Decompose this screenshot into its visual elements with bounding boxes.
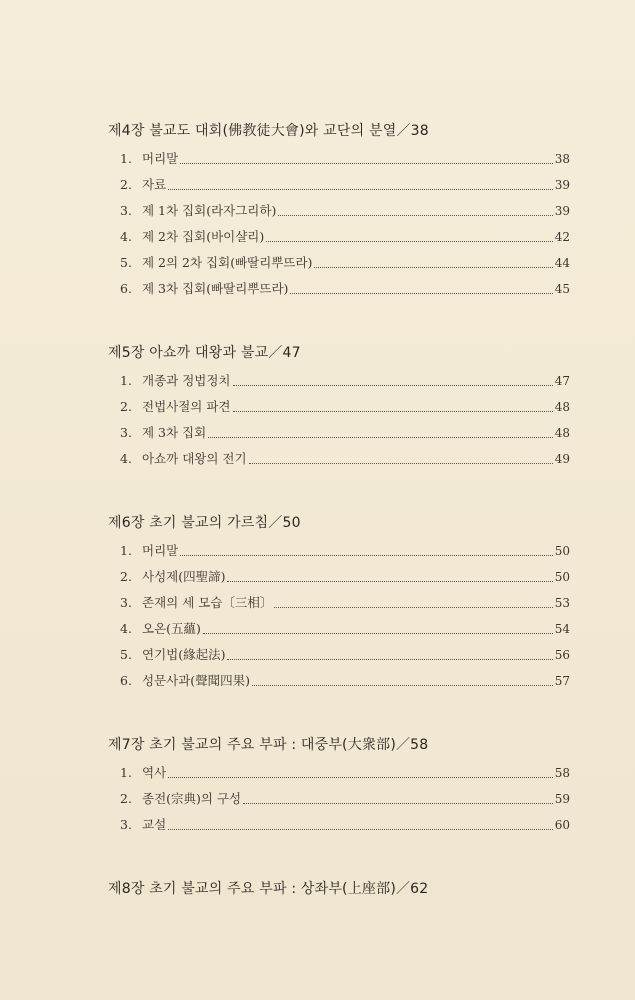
entry-number: 6. [120,673,132,688]
entry-title: 오온(五蘊) [142,621,201,636]
entry-number: 1. [120,543,132,558]
entry-page: 53 [554,596,570,610]
entry-page: 45 [554,282,570,296]
entry-number: 2. [120,399,132,414]
dot-leader [233,385,553,386]
chapter-title: 제7장 초기 불교의 주요 부파 : 대중부(大衆部)／58 [108,737,429,753]
entry-title: 제 2의 2차 집회(빠딸리뿌뜨라) [142,255,313,270]
entry-page: 48 [554,426,570,440]
chapter-8 [108,874,570,904]
entry-page: 47 [554,374,570,388]
chapter-title: 제8장 초기 불교의 주요 부파 : 상좌부(上座部)／62 [108,881,429,897]
entry-title: 역사 [142,765,167,780]
dot-leader [266,241,552,242]
entry-number: 2. [120,177,132,192]
dot-leader [249,463,553,464]
entry-title: 머리말 [142,151,179,166]
dot-leader [180,555,552,556]
entry-title: 사성제(四聖諦) [142,569,226,584]
entry-page: 57 [554,674,570,688]
entry-title: 자료 [142,177,167,192]
dot-leader [227,581,552,582]
dot-leader [203,633,553,634]
toc-entry [108,668,570,694]
dot-leader [168,777,553,778]
entry-number: 2. [120,569,132,584]
entry-number: 6. [120,281,132,296]
entry-title: 교설 [142,817,167,832]
entry-number: 4. [120,229,132,244]
chapter-5 [108,338,570,472]
entry-page: 56 [554,648,570,662]
entry-title: 종전(宗典)의 구성 [142,791,242,806]
dot-leader [278,215,552,216]
toc-entry [108,786,570,812]
toc-entry [108,276,570,302]
entry-number: 3. [120,817,132,832]
dot-leader [243,803,553,804]
entry-number: 1. [120,151,132,166]
entry-page: 39 [554,204,570,218]
toc-entry [108,564,570,590]
table-of-contents [108,116,570,904]
entry-page: 49 [554,452,570,466]
chapter-7 [108,730,570,838]
dot-leader [314,267,552,268]
dot-leader [168,189,553,190]
entry-page: 42 [554,230,570,244]
chapter-title: 제6장 초기 불교의 가르침／50 [108,515,301,531]
entry-page: 54 [554,622,570,636]
entry-title: 개종과 정법정치 [142,373,231,388]
toc-entry [108,616,570,642]
dot-leader [168,829,553,830]
entry-title: 전법사절의 파견 [142,399,231,414]
toc-entry [108,760,570,786]
entry-page: 44 [554,256,570,270]
entry-title: 제 1차 집회(라자그리하) [142,203,277,218]
entry-page: 50 [554,544,570,558]
entry-number: 1. [120,373,132,388]
entry-number: 3. [120,595,132,610]
toc-entry [108,172,570,198]
toc-entry [108,224,570,250]
toc-entry [108,250,570,276]
entry-page: 38 [554,152,570,166]
toc-entry [108,538,570,564]
entry-number: 2. [120,791,132,806]
chapter-title: 제4장 불교도 대회(佛教徒大會)와 교단의 분열／38 [108,123,429,139]
entry-page: 60 [554,818,570,832]
entry-number: 1. [120,765,132,780]
entry-title: 연기법(緣起法) [142,647,226,662]
entry-number: 5. [120,647,132,662]
entry-number: 5. [120,255,132,270]
dot-leader [227,659,552,660]
toc-entry [108,146,570,172]
entry-title: 성문사과(聲聞四果) [142,673,251,688]
entry-page: 58 [554,766,570,780]
chapter-6 [108,508,570,694]
entry-number: 3. [120,203,132,218]
entry-title: 존재의 세 모습〔三相〕 [142,595,273,610]
toc-entry [108,446,570,472]
chapter-title: 제5장 아쇼까 대왕과 불교／47 [108,345,301,361]
entry-number: 4. [120,451,132,466]
entry-page: 48 [554,400,570,414]
entry-title: 아쇼까 대왕의 전기 [142,451,247,466]
entry-number: 4. [120,621,132,636]
toc-entry [108,420,570,446]
entry-number: 3. [120,425,132,440]
dot-leader [290,293,552,294]
entry-title: 머리말 [142,543,179,558]
entry-page: 39 [554,178,570,192]
entry-page: 59 [554,792,570,806]
dot-leader [208,437,553,438]
dot-leader [274,607,552,608]
entry-title: 제 3차 집회(빠딸리뿌뜨라) [142,281,289,296]
toc-entry [108,394,570,420]
dot-leader [233,411,553,412]
entry-page: 50 [554,570,570,584]
dot-leader [180,163,552,164]
entry-title: 제 2차 집회(바이샬리) [142,229,265,244]
toc-entry [108,812,570,838]
toc-entry [108,368,570,394]
entry-title: 제 3차 집회 [142,425,207,440]
chapter-4 [108,116,570,302]
toc-entry [108,590,570,616]
toc-entry [108,198,570,224]
dot-leader [252,685,553,686]
toc-entry [108,642,570,668]
